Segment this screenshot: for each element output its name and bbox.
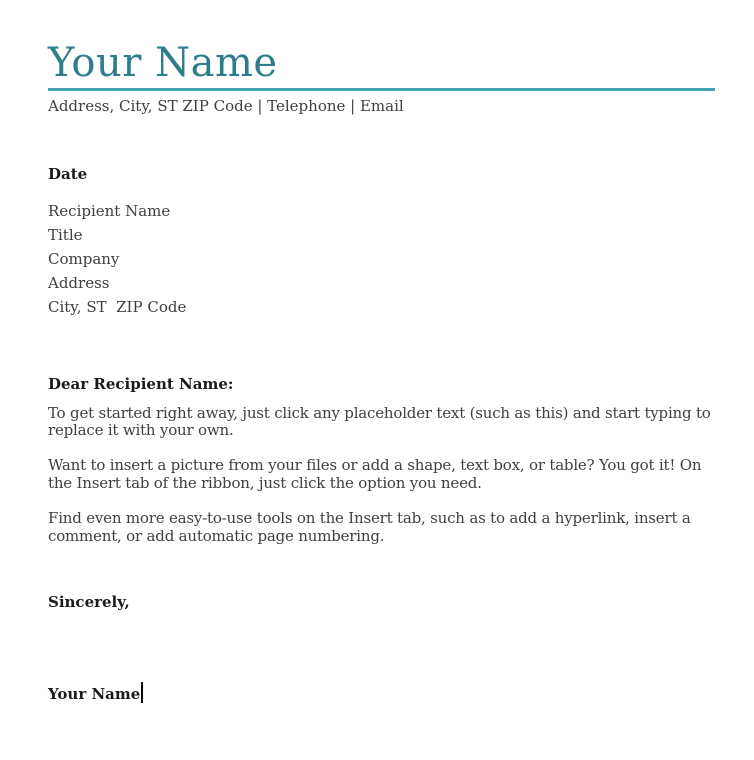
recipient-company-placeholder[interactable]: Company (48, 250, 120, 269)
header-divider-rule (48, 88, 715, 91)
closing-line[interactable]: Sincerely, (48, 592, 130, 611)
sender-name-heading[interactable]: Your Name (48, 40, 278, 86)
salutation-line[interactable]: Dear Recipient Name: (48, 375, 234, 394)
recipient-block (48, 199, 715, 319)
recipient-title-placeholder[interactable]: Title (48, 226, 83, 245)
signature-line[interactable] (48, 682, 715, 703)
body-paragraph-3[interactable]: Find even more easy-to-use tools on the Insert tab, such as to add a hyperlink, insert a comment, or add automatic page numbering. (48, 509, 691, 545)
recipient-name-placeholder[interactable]: Recipient Name (48, 202, 171, 221)
body-paragraph-1[interactable]: To get started right away, just click any placeholder text (such as this) and start typing to replace it with your own. (48, 403, 711, 439)
recipient-address-placeholder[interactable]: Address (48, 274, 110, 293)
body-paragraph-2[interactable]: Want to insert a picture from your files or add a shape, text box, or table? You got it! On the Insert tab of the ribbon, just click the option you need. (48, 456, 702, 492)
contact-info-line[interactable]: Address, City, ST ZIP Code | Telephone | Email (48, 97, 404, 116)
signature-name[interactable]: Your Name (48, 685, 141, 704)
date-placeholder[interactable]: Date (48, 164, 88, 183)
recipient-city-placeholder[interactable]: City, ST ZIP Code (48, 298, 187, 317)
text-cursor-caret (141, 682, 143, 703)
